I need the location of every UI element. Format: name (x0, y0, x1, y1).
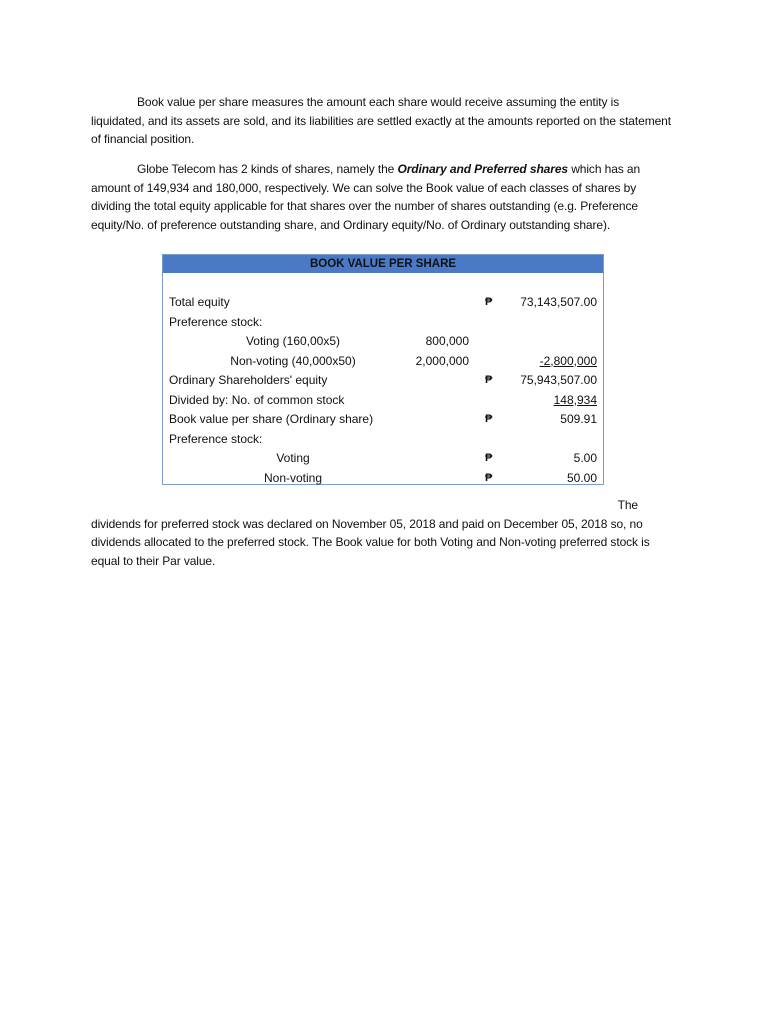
row-value: -2,800,000 (539, 353, 597, 368)
row-mid-value: 2,000,000 (415, 353, 469, 368)
row-value: 75,943,507.00 (520, 373, 597, 387)
row-label: Voting (276, 451, 310, 465)
table-row-ordinary-equity (163, 371, 603, 391)
peso-sign: ₱ (485, 413, 493, 425)
table-row-nonvoting-value (163, 469, 603, 489)
row-label: Preference stock: (169, 431, 263, 446)
row-value: 5.00 (573, 451, 597, 465)
row-label: Book value per share (Ordinary share) (169, 412, 374, 426)
paragraph-lead-word: The (617, 498, 638, 512)
paragraph-share-classes (91, 160, 673, 234)
row-label: Total equity (169, 295, 230, 309)
row-label: Non-voting (263, 470, 323, 485)
paragraph-book-value-definition (91, 93, 673, 149)
row-label: Ordinary Shareholders' equity (169, 373, 328, 387)
table-row-voting-value (163, 449, 603, 469)
row-value: 73,143,507.00 (520, 295, 597, 309)
row-value: 509.91 (560, 412, 597, 426)
peso-sign: ₱ (485, 471, 493, 484)
paragraph-text-start: Globe Telecom has 2 kinds of shares, namely the (137, 162, 398, 176)
peso-sign: ₱ (485, 296, 493, 308)
paragraph-text-end: which has an amount of 149,934 and 180,000, respectively. We can solve the Book value of each classes of shares by dividing the total equity applicable for that shares over the number of shares outstanding (e.g. Preference equity/No. of preference outstanding share, and Ordinary equity/No. of Ordinary outstanding share). (91, 162, 641, 232)
table-title: BOOK VALUE PER SHARE (163, 255, 603, 273)
peso-sign: ₱ (485, 374, 493, 386)
book-value-table (162, 254, 604, 485)
paragraph-dividends (91, 496, 673, 570)
row-mid-value: 800,000 (425, 334, 469, 348)
row-value: 50.00 (566, 470, 597, 485)
row-label: Divided by: No. of common stock (169, 392, 345, 407)
table-row-preference-stock-2 (163, 430, 603, 450)
share-types-emphasis: Ordinary and Preferred shares (397, 162, 568, 176)
peso-sign: ₱ (485, 452, 493, 464)
table-row-voting-calc (163, 332, 603, 352)
table-row-common-stock (163, 391, 603, 411)
table-row-total-equity (163, 293, 603, 313)
row-value: 148,934 (553, 392, 597, 407)
row-label: Preference stock: (169, 314, 263, 329)
row-label: Voting (160,00x5) (245, 334, 341, 348)
row-label: Non-voting (40,000x50) (230, 353, 356, 368)
table-row-book-value-ordinary (163, 410, 603, 430)
table-row-nonvoting-calc (163, 352, 603, 372)
paragraph-text: Book value per share measures the amount each share would receive assuming the entity is liquidated, and its assets are sold, and its liabilities are settled exactly at the amounts reported on the statement of financial position. (91, 95, 671, 146)
paragraph-text: dividends for preferred stock was declared on November 05, 2018 and paid on December 05, 2018 so, no dividends allocated to the preferred stock. The Book value for both Voting and Non-voting preferred stock is equal to their Par value. (91, 516, 650, 568)
table-row-preference-stock (163, 313, 603, 333)
